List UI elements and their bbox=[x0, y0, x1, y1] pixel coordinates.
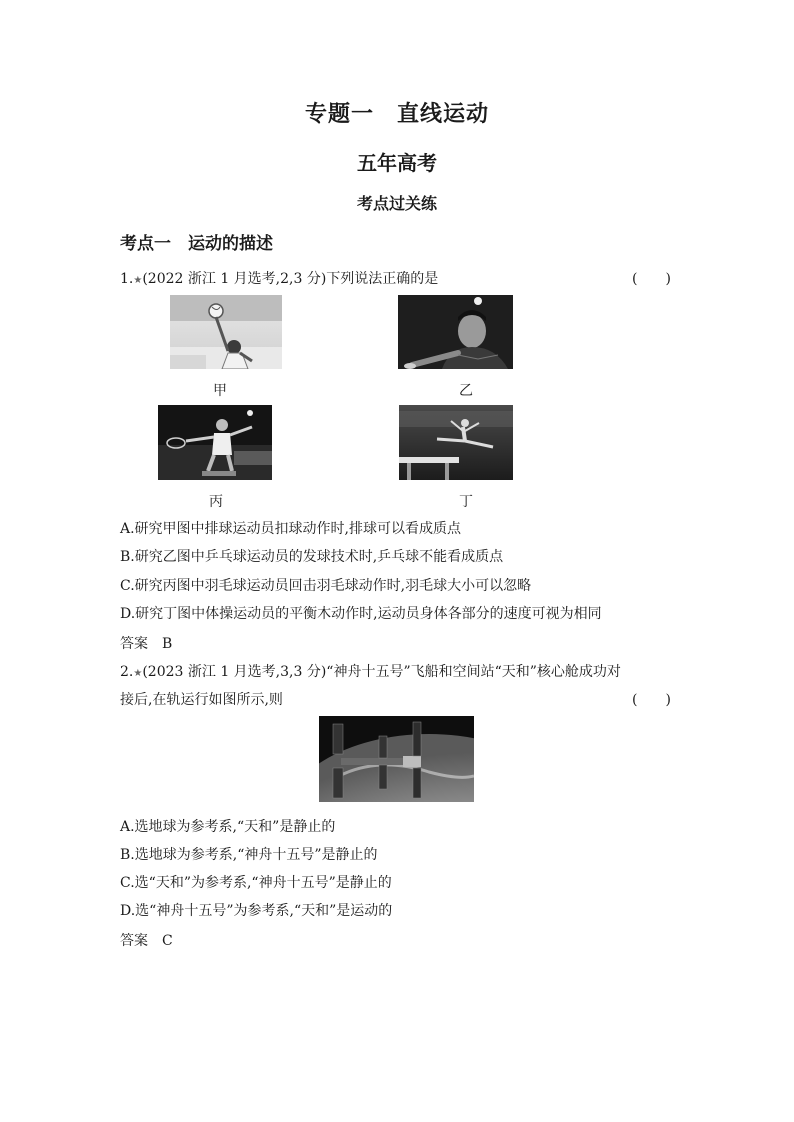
q2-answer-bracket: ( ) bbox=[632, 692, 671, 708]
q2-stem-line1 bbox=[120, 661, 621, 681]
q2-number: 2. bbox=[120, 664, 134, 680]
q2-stem-line2: 接后,在轨运行如图所示,则 bbox=[120, 692, 283, 708]
q2-option-a: A.选地球为参考系,“天和”是静止的 bbox=[120, 819, 336, 835]
q1-option-a: A.研究甲图中排球运动员扣球动作时,排球可以看成质点 bbox=[120, 521, 462, 537]
caption-bing: 丙 bbox=[209, 494, 223, 510]
page-subtitle: 五年高考 bbox=[357, 151, 437, 175]
volleyball-photo bbox=[170, 295, 282, 369]
q1-answer: 答案 B bbox=[120, 636, 173, 652]
star-icon: ★ bbox=[133, 275, 143, 286]
caption-yi: 乙 bbox=[459, 383, 473, 399]
page-title: 专题一 直线运动 bbox=[304, 102, 489, 127]
q2-option-c: C.选“天和”为参考系,“神舟十五号”是静止的 bbox=[120, 875, 392, 891]
q1-option-d: D.研究丁图中体操运动员的平衡木动作时,运动员身体各部分的速度可视为相同 bbox=[120, 606, 602, 622]
page-subheading: 考点过关练 bbox=[356, 194, 437, 213]
caption-jia: 甲 bbox=[213, 383, 227, 399]
gymnastics-photo bbox=[399, 405, 513, 480]
q1-option-c: C.研究丙图中羽毛球运动员回击羽毛球动作时,羽毛球大小可以忽略 bbox=[120, 578, 532, 594]
q1-number: 1. bbox=[120, 271, 134, 287]
star-icon: ★ bbox=[133, 668, 143, 679]
q1-option-b: B.研究乙图中乒乓球运动员的发球技术时,乒乓球不能看成质点 bbox=[120, 549, 504, 565]
caption-ding: 丁 bbox=[459, 494, 473, 510]
space-station-photo bbox=[319, 716, 474, 802]
q1-stem bbox=[120, 268, 438, 288]
q1-answer-bracket: ( ) bbox=[632, 271, 671, 287]
q2-source-line1: (2023 浙江 1 月选考,3,3 分)“神舟十五号”飞船和空间站“天和”核心舱成功对 bbox=[142, 664, 621, 680]
q2-option-b: B.选地球为参考系,“神舟十五号”是静止的 bbox=[120, 847, 378, 863]
q1-source: (2022 浙江 1 月选考,2,3 分)下列说法正确的是 bbox=[142, 271, 439, 287]
section-title: 考点一 运动的描述 bbox=[120, 234, 273, 254]
q2-option-d: D.选“神舟十五号”为参考系,“天和”是运动的 bbox=[120, 903, 393, 919]
badminton-photo bbox=[158, 405, 272, 480]
table-tennis-photo bbox=[398, 295, 513, 369]
q2-answer: 答案 C bbox=[120, 933, 173, 949]
